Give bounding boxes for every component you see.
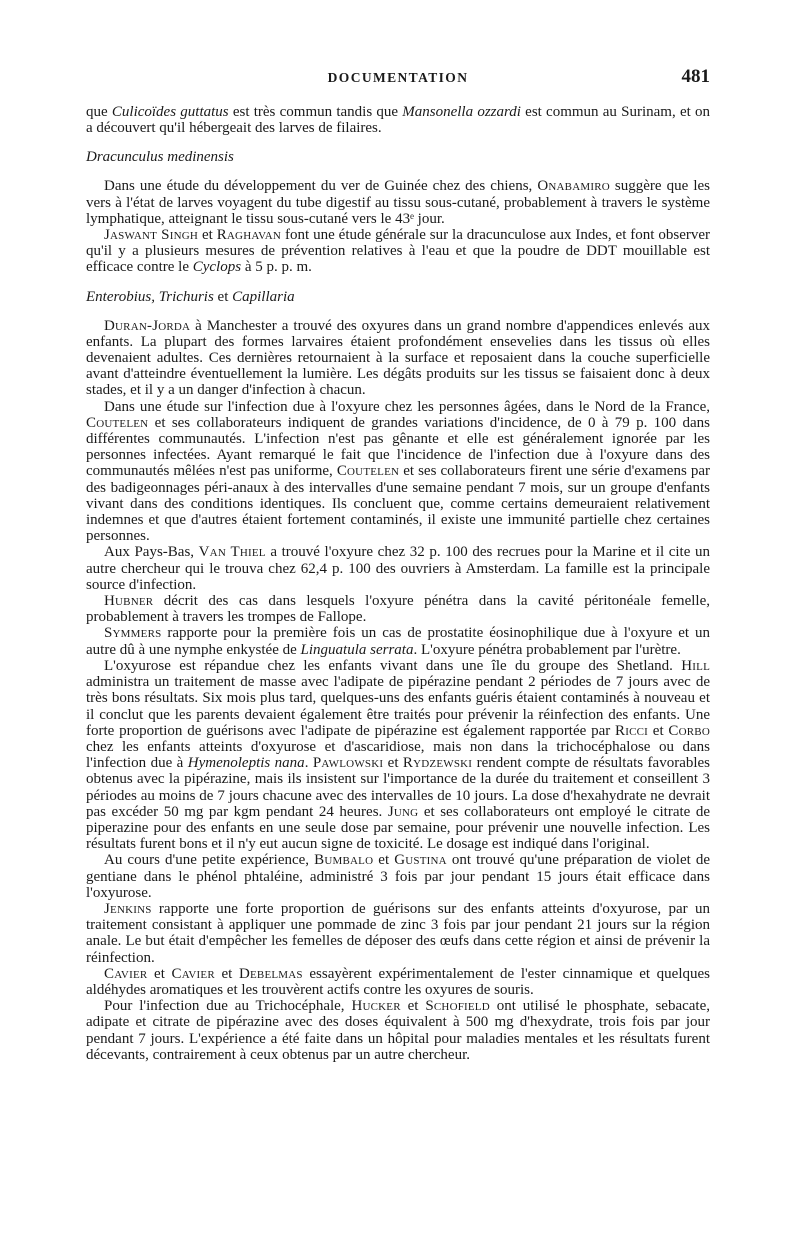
paragraph: Hubner décrit des cas dans lesquels l'oxyure pénétra dans la cavité péritonéale femelle, probablement à travers les trompes de Fallope. bbox=[86, 593, 710, 626]
author-name: Jaswant Singh bbox=[104, 227, 199, 244]
species-name: Culicoïdes guttatus bbox=[111, 104, 229, 120]
paragraph: Jaswant Singh et Raghavan font une étude générale sur la dracunculose aux Indes, et font observer qu'il y a plusieurs mesures de prévention relatives à l'eau et que la poudre de DDT mouillable est efficace contre le Cyclops à 5 p. p. m. bbox=[86, 227, 711, 276]
paragraph: Aux Pays-Bas, Van Thiel a trouvé l'oxyure chez 32 p. 100 des recrues pour la Marine et il cite un autre chercheur qui le trouva chez 62,4 p. 100 des ouvriers à Amsterdam. La famille est la principale source d'infection. bbox=[86, 544, 710, 593]
species-name: Linguatula serrata bbox=[300, 641, 414, 658]
paragraph: Pour l'infection due au Trichocéphale, Hucker et Schofield ont utilisé le phosphate, sebacate, adipate et citrate de pipérazine avec des doses équivalent à 500 mg d'hexydrate, trois fois par jour pendant 7 jours. L'expérience a été faite dans un hôpital pour maladies mentales et les résultats furent décevants, contrairement à ceux obtenus par un autre chercheur. bbox=[86, 998, 711, 1063]
author-name: Schofield bbox=[425, 998, 490, 1015]
author-name: Cavier bbox=[104, 965, 148, 982]
paragraph: Jenkins rapporte une forte proportion de guérisons sur des enfants atteints d'oxyurose, par un traitement consistant à appliquer une pommade de zinc 3 fois par jour pendant 21 jours sur la région anale. Le but était d'empêcher les femelles de déposer des œufs dans cette région et ainsi de prévenir la réinfection. bbox=[86, 900, 710, 966]
page-number: 481 bbox=[681, 66, 710, 87]
author-name: Onabamiro bbox=[537, 178, 610, 195]
paragraph: L'oxyurose est répandue chez les enfants vivant dans une île du groupe des Shetland. Hill administra un traitement de masse avec l'adipate de pipérazine pendant 2 périodes de 7 jours avec de très bons résultats. Six mois plus tard, quelques-uns des enfants guéris étaient contaminés à nouveau et il conclut que les parents devaient également être traités pour prévenir la réinfection des enfants. Une forte proportion de guérisons avec l'adipate de pipérazine est également rapportée par Ricci et Corbo chez les enfants atteints d'oxyurose et d'ascaridiose, mais non dans la trichocéphalose ou dans l'infection due à Hymenoleptis nana. Pawlowski et Rydzewski rendent compte de résultats favorables obtenus avec la pipérazine, mais ils insistent sur l'importance de la durée du traitement et conseillent 3 périodes au moins de 7 jours chacune avec des intervalles de 10 jours. La dose d'hexahydrate ne devrait pas excéder 50 mg par kgm pendant 24 heures. Jung et ses collaborateurs ont employé le citrate de piperazine pour des enfants en une seule dose par semaine, pour prévenir une nouvelle infection. Les résultats furent bons et il n'y eut aucun signe de toxicité. Le dosage est indiqué dans l'original. bbox=[86, 657, 711, 853]
author-name: Corbo bbox=[668, 722, 710, 739]
author-name: Coutelen bbox=[86, 414, 149, 431]
author-name: Raghavan bbox=[216, 227, 282, 244]
author-name: Van Thiel bbox=[198, 544, 266, 561]
paragraph: Dans une étude du développement du ver de Guinée chez des chiens, Onabamiro suggère que les vers à l'état de larves voyagent du tube digestif au tissu sous-cutané, probablement à travers le système lymphatique, atteignant le tissu sous-cutané vers le 43ᵉ jour. bbox=[86, 178, 710, 227]
body-text bbox=[86, 104, 710, 1063]
species-name: Mansonella ozzardi bbox=[402, 104, 521, 120]
author-name: Bumbalo bbox=[314, 852, 374, 869]
author-name: Cavier bbox=[171, 965, 215, 982]
species-name: Hymenoleptis nana bbox=[187, 755, 305, 772]
author-name: Rydzewski bbox=[402, 755, 473, 772]
section-heading-enterobius: Enterobius, Trichuris et Capillaria bbox=[86, 288, 295, 305]
author-name: Symmers bbox=[104, 625, 162, 642]
paragraph: Cavier et Cavier et Debelmas essayèrent expérimentalement de l'ester cinnamique et quelques aldéhydes aromatiques et les trouvèrent actifs contre les oxyures de souris. bbox=[86, 965, 710, 998]
paragraph: Dans une étude sur l'infection due à l'oxyure chez les personnes âgées, dans le Nord de la France, Coutelen et ses collaborateurs indiquent de grandes variations d'incidence, de 0 à 79 p. 100 dans différentes communautés. L'infection n'est pas gênante et elle est généralement ignorée par les personnes infectées. Ayant remarqué le fait que l'incidence de l'infection due à l'oxyure dans des communautés mêlées n'est pas uniforme, Coutelen et ses collaborateurs firent une série d'examens par des badigeonnages péri-anaux à des intervalles d'une semaine pendant 7 mois, sur un groupe d'enfants vivant dans des conditions identiques. Ils concluent que, comme certains demeuraient relativement indemnes et que d'autres étaient fortement contaminés, il existe une immunité partielle chez certaines personnes. bbox=[86, 398, 710, 545]
author-name: Hubner bbox=[104, 593, 154, 610]
author-name: Gustina bbox=[394, 852, 447, 869]
paragraph: Duran-Jorda à Manchester a trouvé des oxyures dans un grand nombre d'appendices enlevés aux enfants. La plupart des formes larvaires étaient profondément ensevelies dans les tissus où elles devenaient adultes. Ces dernières retournaient à la surface et reposaient dans la couche superficielle avant d'atteindre éventuellement la lumière. Les dégâts produits sur les tissus se faisaient donc à deux stades, et il y a un danger d'infection à chacun. bbox=[86, 317, 710, 399]
paragraph: Symmers rapporte pour la première fois un cas de prostatite éosinophilique due à l'oxyure et un autre dû à une nymphe enkystée de Linguatula serrata. L'oxyure pénétra probablement par l'urètre. bbox=[86, 625, 710, 658]
author-name: Jenkins bbox=[104, 900, 152, 917]
author-name: Coutelen bbox=[336, 463, 400, 480]
paragraph: Au cours d'une petite expérience, Bumbalo et Gustina ont trouvé qu'une préparation de violet de gentiane dans le phénol phtaléine, administré 3 fois par jour pendant 15 jours était efficace dans l'oxyurose. bbox=[86, 852, 711, 901]
species-name: Cyclops bbox=[192, 259, 242, 276]
author-name: Hucker bbox=[351, 998, 401, 1015]
author-name: Duran-Jorda bbox=[104, 317, 191, 334]
author-name: Ricci bbox=[615, 722, 649, 739]
author-name: Jung bbox=[387, 803, 419, 820]
section-heading-dracunculus: Dracunculus medinensis bbox=[86, 149, 234, 166]
paragraph-continuation: que Culicoïdes guttatus est très commun tandis que Mansonella ozzardi est commun au Surinam, et on a découvert qu'il hébergeait des larves de filaires. bbox=[86, 104, 710, 137]
author-name: Debelmas bbox=[238, 965, 303, 982]
running-title: DOCUMENTATION bbox=[327, 70, 469, 85]
author-name: Hill bbox=[681, 657, 710, 674]
author-name: Pawlowski bbox=[312, 755, 384, 772]
page-header bbox=[86, 66, 710, 92]
